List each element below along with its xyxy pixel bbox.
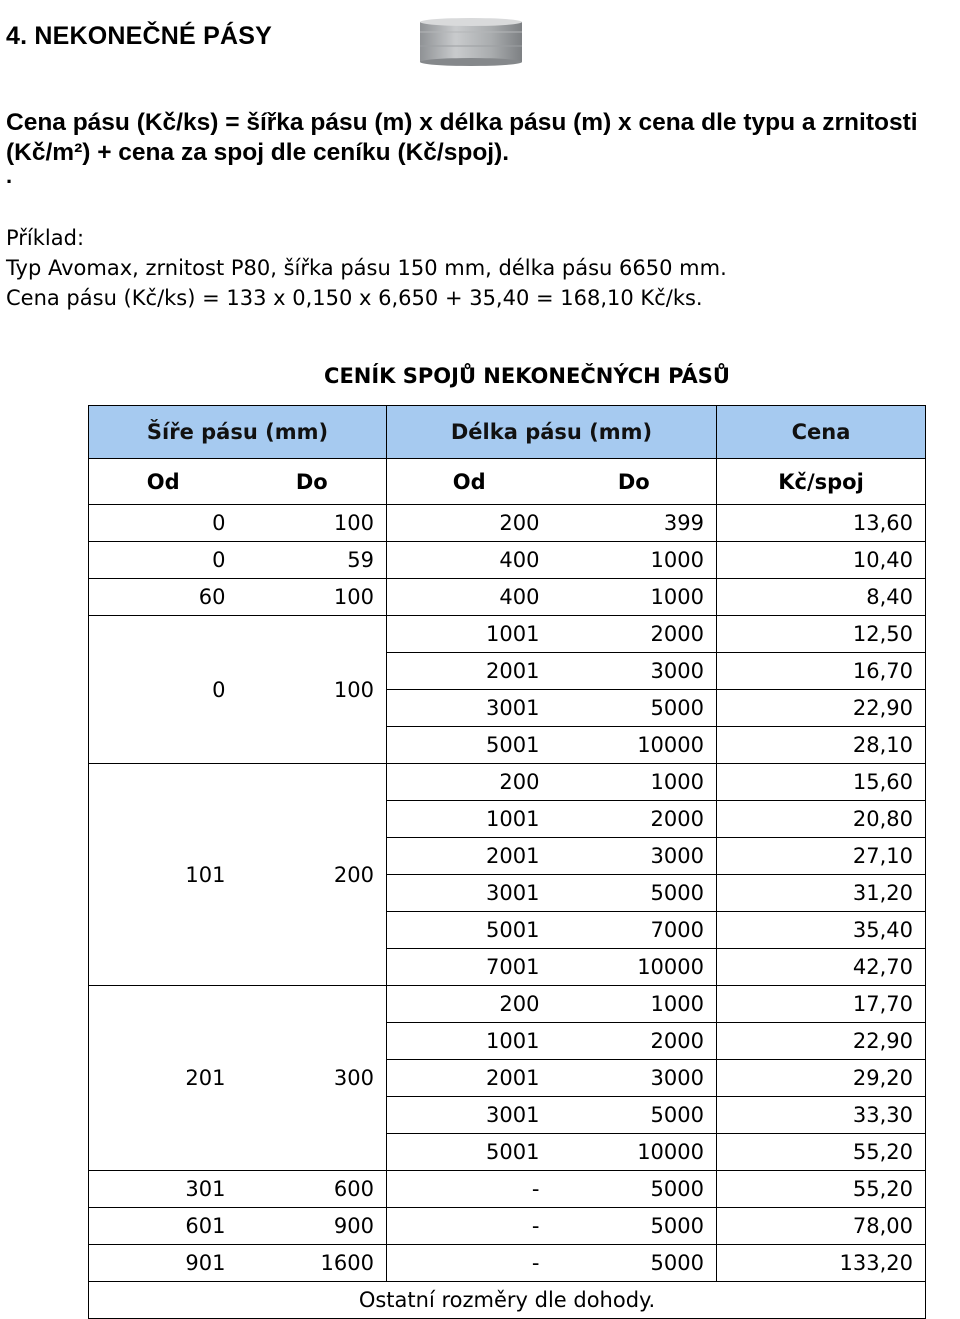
- price-cell: 42,70: [717, 949, 926, 986]
- price-cell: 22,90: [717, 1023, 926, 1060]
- width-to-cell: 300: [238, 986, 387, 1171]
- length-to-cell: 7000: [552, 912, 717, 949]
- length-to-cell: 10000: [552, 1134, 717, 1171]
- joint-price-table: [88, 405, 926, 1319]
- length-from-cell: -: [387, 1208, 552, 1245]
- price-cell: 20,80: [717, 801, 926, 838]
- length-from-cell: 3001: [387, 1097, 552, 1134]
- table-row: [89, 764, 926, 801]
- price-cell: 55,20: [717, 1134, 926, 1171]
- width-from-cell: 601: [89, 1208, 238, 1245]
- length-to-cell: 5000: [552, 1208, 717, 1245]
- width-to-cell: 600: [238, 1171, 387, 1208]
- price-cell: 8,40: [717, 579, 926, 616]
- header-length: Délka pásu (mm): [387, 406, 717, 459]
- table-row: [89, 986, 926, 1023]
- price-cell: 17,70: [717, 986, 926, 1023]
- width-from-cell: 901: [89, 1245, 238, 1282]
- table-row: [89, 505, 926, 542]
- example-label: Příklad:: [6, 226, 85, 250]
- length-to-cell: 1000: [552, 542, 717, 579]
- price-cell: 31,20: [717, 875, 926, 912]
- length-from-cell: -: [387, 1171, 552, 1208]
- length-from-cell: 1001: [387, 801, 552, 838]
- length-from-cell: 2001: [387, 653, 552, 690]
- table-footer-row: [89, 1282, 926, 1319]
- length-from-cell: 200: [387, 986, 552, 1023]
- table-row: [89, 616, 926, 653]
- example-block: [6, 223, 727, 313]
- width-from-cell: 301: [89, 1171, 238, 1208]
- header-width: Šíře pásu (mm): [89, 406, 387, 459]
- price-cell: 15,60: [717, 764, 926, 801]
- subheader-width-from: Od: [89, 459, 238, 505]
- length-from-cell: 2001: [387, 838, 552, 875]
- section-heading: 4. NEKONEČNÉ PÁSY: [6, 22, 272, 50]
- length-to-cell: 1000: [552, 764, 717, 801]
- price-cell: 16,70: [717, 653, 926, 690]
- header-price: Cena: [717, 406, 926, 459]
- length-from-cell: 1001: [387, 616, 552, 653]
- example-line-1: Typ Avomax, zrnitost P80, šířka pásu 150 mm, délka pásu 6650 mm.: [6, 256, 727, 280]
- subheader-length-to: Do: [552, 459, 717, 505]
- price-cell: 13,60: [717, 505, 926, 542]
- table-row: [89, 542, 926, 579]
- width-from-cell: 101: [89, 764, 238, 986]
- subheader-unit: Kč/spoj: [717, 459, 926, 505]
- length-from-cell: 400: [387, 579, 552, 616]
- length-from-cell: 2001: [387, 1060, 552, 1097]
- price-cell: 22,90: [717, 690, 926, 727]
- price-cell: 12,50: [717, 616, 926, 653]
- width-from-cell: 0: [89, 542, 238, 579]
- length-from-cell: 5001: [387, 1134, 552, 1171]
- width-to-cell: 200: [238, 764, 387, 986]
- length-from-cell: 400: [387, 542, 552, 579]
- table-row: [89, 1245, 926, 1282]
- length-from-cell: 200: [387, 764, 552, 801]
- width-from-cell: 0: [89, 505, 238, 542]
- length-to-cell: 2000: [552, 801, 717, 838]
- length-to-cell: 399: [552, 505, 717, 542]
- width-to-cell: 100: [238, 505, 387, 542]
- price-cell: 33,30: [717, 1097, 926, 1134]
- length-to-cell: 3000: [552, 838, 717, 875]
- price-formula: Cena pásu (Kč/ks) = šířka pásu (m) x délka pásu (m) x cena dle typu a zrnitosti (Kč/m²) + cena za spoj dle ceníku (Kč/spoj).: [6, 109, 918, 166]
- price-cell: 29,20: [717, 1060, 926, 1097]
- width-from-cell: 60: [89, 579, 238, 616]
- table-footer-note: Ostatní rozměry dle dohody.: [89, 1282, 926, 1319]
- table-row: [89, 1171, 926, 1208]
- table-title: CENÍK SPOJŮ NEKONEČNÝCH PÁSŮ: [324, 364, 730, 388]
- length-to-cell: 1000: [552, 579, 717, 616]
- length-from-cell: 3001: [387, 875, 552, 912]
- length-to-cell: 5000: [552, 1171, 717, 1208]
- price-cell: 133,20: [717, 1245, 926, 1282]
- length-from-cell: 200: [387, 505, 552, 542]
- length-to-cell: 3000: [552, 1060, 717, 1097]
- length-from-cell: 7001: [387, 949, 552, 986]
- price-cell: 10,40: [717, 542, 926, 579]
- length-from-cell: 1001: [387, 1023, 552, 1060]
- length-to-cell: 2000: [552, 616, 717, 653]
- length-to-cell: 10000: [552, 949, 717, 986]
- width-from-cell: 0: [89, 616, 238, 764]
- width-to-cell: 100: [238, 616, 387, 764]
- price-cell: 35,40: [717, 912, 926, 949]
- width-to-cell: 1600: [238, 1245, 387, 1282]
- table-row: [89, 579, 926, 616]
- length-to-cell: 1000: [552, 986, 717, 1023]
- width-from-cell: 201: [89, 986, 238, 1171]
- example-line-2: Cena pásu (Kč/ks) = 133 x 0,150 x 6,650 + 35,40 = 168,10 Kč/ks.: [6, 286, 703, 310]
- price-cell: 78,00: [717, 1208, 926, 1245]
- length-to-cell: 5000: [552, 1245, 717, 1282]
- length-to-cell: 5000: [552, 875, 717, 912]
- length-from-cell: 5001: [387, 727, 552, 764]
- dot-mark: .: [6, 163, 13, 188]
- table-row: [89, 1208, 926, 1245]
- subheader-length-from: Od: [387, 459, 552, 505]
- subheader-width-to: Do: [238, 459, 387, 505]
- length-from-cell: -: [387, 1245, 552, 1282]
- width-to-cell: 59: [238, 542, 387, 579]
- length-to-cell: 3000: [552, 653, 717, 690]
- table-body: [89, 505, 926, 1319]
- length-to-cell: 10000: [552, 727, 717, 764]
- price-cell: 55,20: [717, 1171, 926, 1208]
- price-cell: 27,10: [717, 838, 926, 875]
- width-to-cell: 100: [238, 579, 387, 616]
- price-cell: 28,10: [717, 727, 926, 764]
- length-to-cell: 5000: [552, 690, 717, 727]
- width-to-cell: 900: [238, 1208, 387, 1245]
- length-to-cell: 2000: [552, 1023, 717, 1060]
- length-to-cell: 5000: [552, 1097, 717, 1134]
- abrasive-belt-image: [418, 16, 524, 68]
- length-from-cell: 5001: [387, 912, 552, 949]
- length-from-cell: 3001: [387, 690, 552, 727]
